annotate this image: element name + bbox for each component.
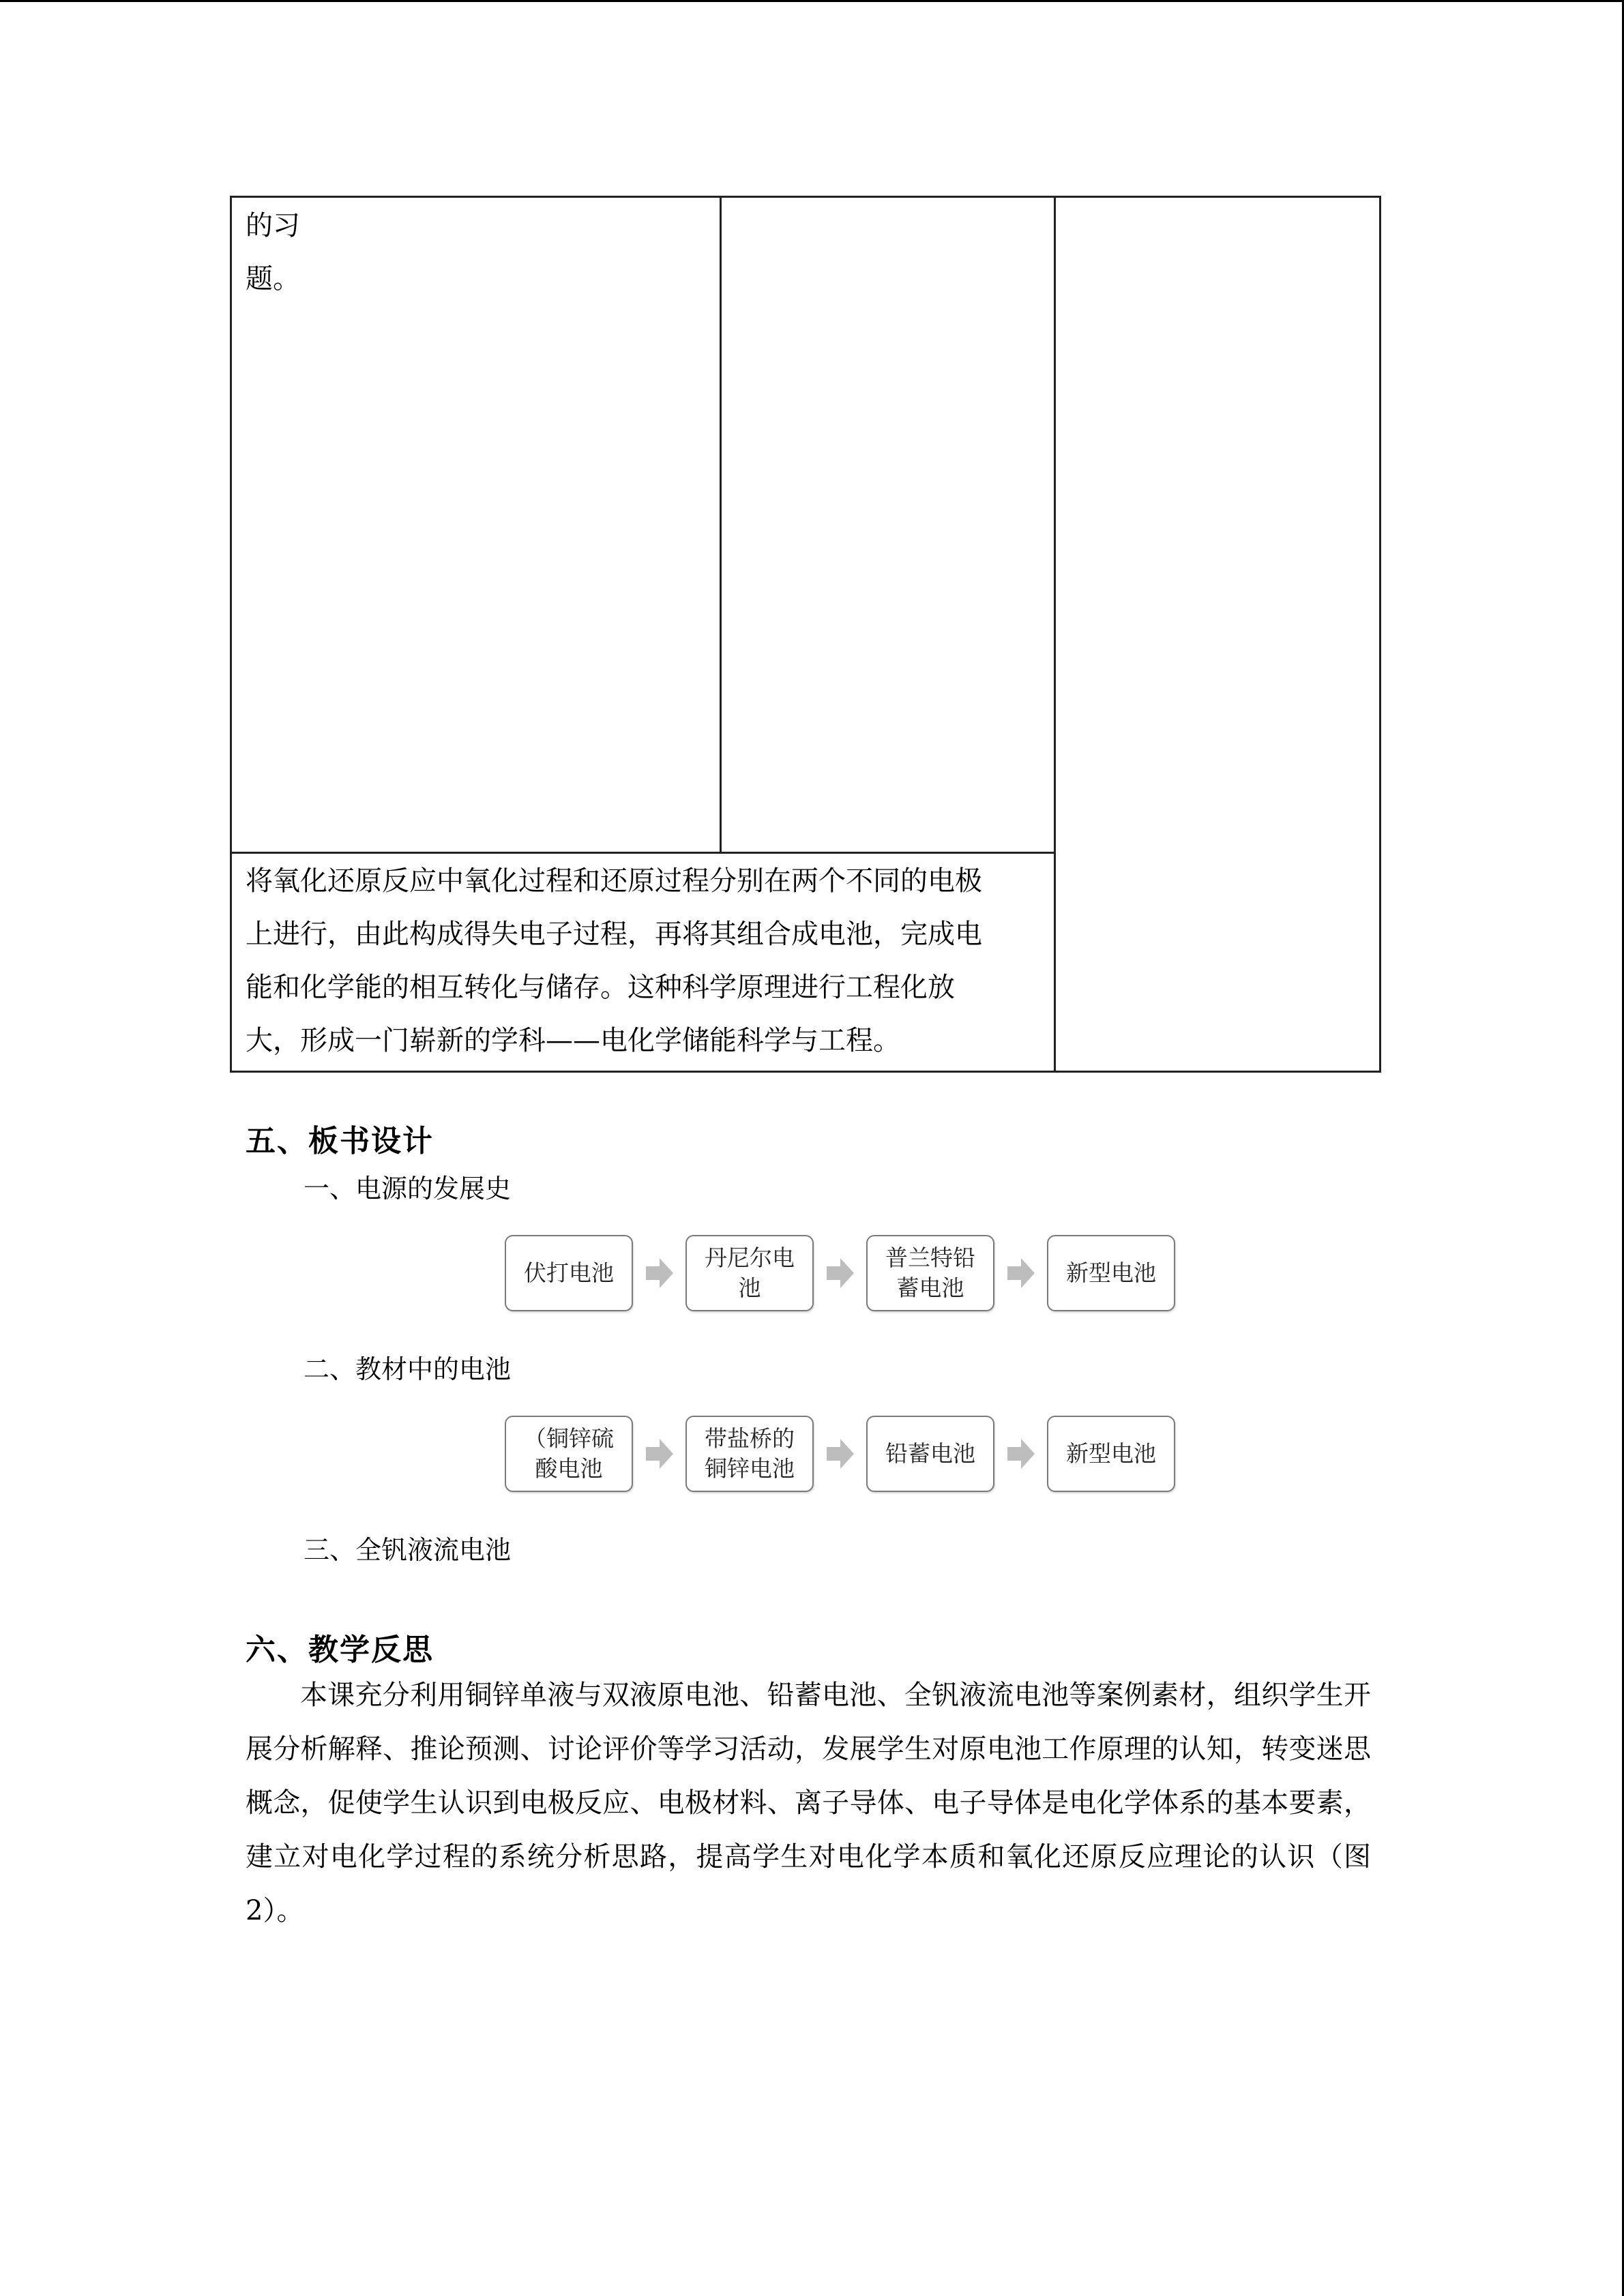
section-heading-teaching-reflection: 六、教学反思 bbox=[246, 1632, 434, 1667]
summary-line: 上进行，由此构成得失电子过程，再将其组合成电池，完成电 bbox=[246, 919, 982, 950]
summary-line: 能和化学能的相互转化与储存。这种科学原理进行工程化放 bbox=[246, 972, 955, 1003]
flow-box: 新型电池 bbox=[1047, 1416, 1175, 1492]
section-heading-board-design: 五、板书设计 bbox=[246, 1124, 434, 1159]
table-inner-divider bbox=[230, 852, 1056, 854]
flow-box: 丹尼尔电池 bbox=[685, 1235, 814, 1311]
reflection-text: 本课充分利用铜锌单液与双液原电池、铅蓄电池、全钒液流电池等案例素材，组织学生开展分析解释、推论预测、讨论评价等学习活动，发展学生对原电池工作原理的认知，转变迷思概念，促使学生认识到电极反应、电极材料、离子导体、电子导体是电化学体系的基本要素，建立对电化学过程的系统分析思路，提高学生对电化学本质和氧化还原反应理论的认识（图 2）。 bbox=[246, 1680, 1371, 1926]
flow-box: 带盐桥的铜锌电池 bbox=[685, 1416, 814, 1492]
reflection-paragraph bbox=[246, 1669, 1371, 1938]
arrow-right-icon bbox=[994, 1235, 1047, 1311]
arrow-right-icon bbox=[994, 1416, 1047, 1492]
table-bottom-border bbox=[230, 1071, 1381, 1073]
flow-box: （铜锌硫酸电池 bbox=[505, 1416, 633, 1492]
flow-box: 伏打电池 bbox=[505, 1235, 633, 1311]
table-summary-cell bbox=[246, 854, 1044, 1067]
arrow-right-icon bbox=[633, 1235, 685, 1311]
page-top-border bbox=[0, 0, 1624, 2]
flow-box: 普兰特铅蓄电池 bbox=[866, 1235, 994, 1311]
flow-textbook-batteries bbox=[505, 1414, 1177, 1494]
summary-line: 将氧化还原反应中氧化过程和还原过程分别在两个不同的电极 bbox=[246, 865, 982, 897]
table-top-border bbox=[230, 196, 1381, 198]
table-left-border bbox=[230, 196, 232, 1073]
table-right-border bbox=[1379, 196, 1381, 1073]
board-item-textbook-batteries: 二、教材中的电池 bbox=[304, 1354, 512, 1384]
flow-box: 新型电池 bbox=[1047, 1235, 1175, 1311]
arrow-right-icon bbox=[633, 1416, 685, 1492]
arrow-right-icon bbox=[814, 1416, 866, 1492]
summary-line: 大，形成一门崭新的学科——电化学储能科学与工程。 bbox=[246, 1025, 900, 1056]
board-item-power-history: 一、电源的发展史 bbox=[304, 1174, 512, 1204]
table-col-divider-2 bbox=[1054, 196, 1056, 1073]
table-cell-exercise-text: 的习题。 bbox=[246, 210, 300, 295]
flow-power-history bbox=[505, 1233, 1177, 1313]
board-item-vanadium-flow-battery: 三、全钒液流电池 bbox=[304, 1535, 512, 1565]
table-col-divider-1 bbox=[720, 196, 722, 854]
arrow-right-icon bbox=[814, 1235, 866, 1311]
flow-box: 铅蓄电池 bbox=[866, 1416, 994, 1492]
